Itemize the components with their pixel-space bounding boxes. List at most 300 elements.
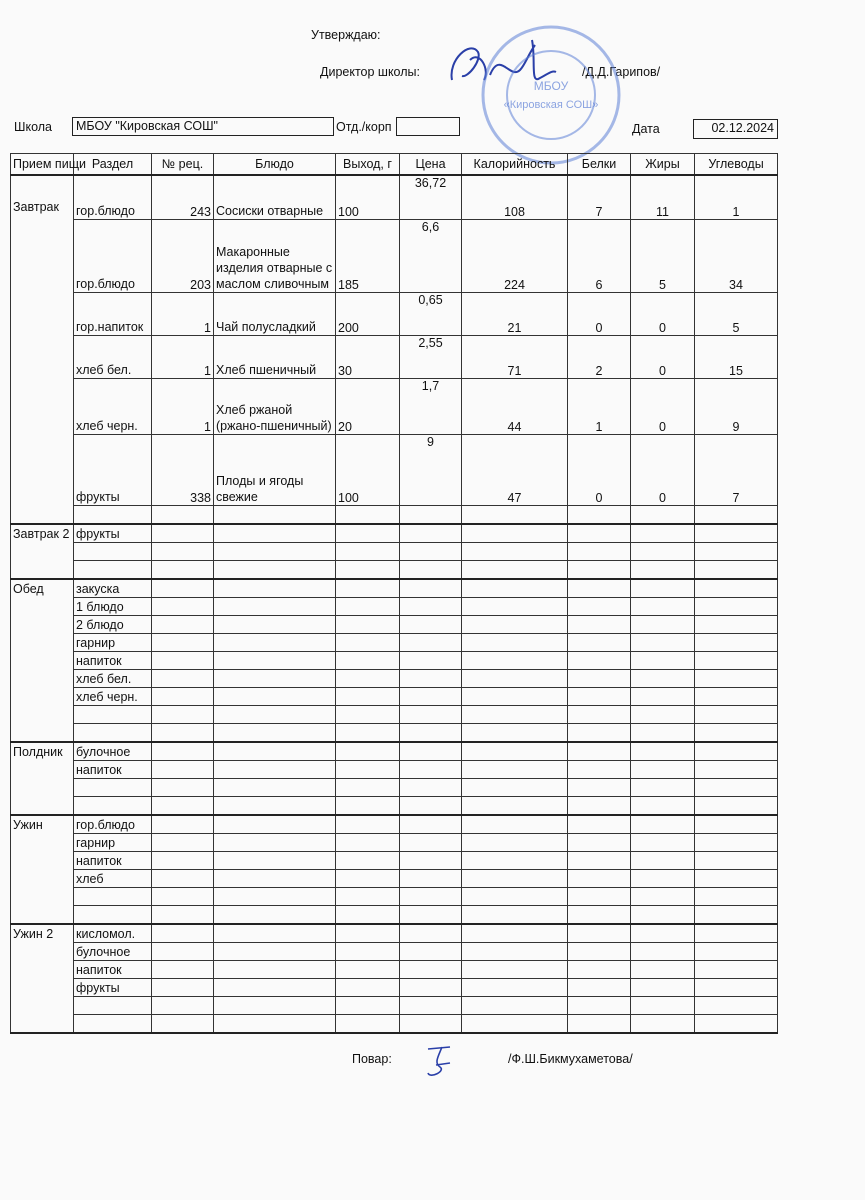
cell-section: 1 блюдо bbox=[74, 597, 152, 615]
cell-empty bbox=[152, 887, 214, 905]
cell-yield: 100 bbox=[336, 175, 400, 219]
cell-recipe: 243 bbox=[152, 175, 214, 219]
cell-empty bbox=[695, 524, 778, 543]
cell-empty bbox=[152, 851, 214, 869]
cell-empty bbox=[695, 651, 778, 669]
dept-field bbox=[396, 117, 460, 136]
cell-empty bbox=[631, 524, 695, 543]
cell-section bbox=[74, 996, 152, 1014]
cell-empty bbox=[695, 924, 778, 943]
cell-empty bbox=[695, 869, 778, 887]
cell-empty bbox=[74, 505, 152, 524]
cell-empty bbox=[152, 905, 214, 924]
table-header bbox=[11, 154, 778, 176]
cell-fat: 0 bbox=[631, 335, 695, 378]
cell-empty bbox=[214, 960, 336, 978]
cell-empty bbox=[695, 796, 778, 815]
col-price: Цена bbox=[400, 154, 462, 176]
cell-empty bbox=[152, 778, 214, 796]
cell-empty bbox=[336, 924, 400, 943]
cell-empty bbox=[336, 905, 400, 924]
cell-empty bbox=[152, 1014, 214, 1033]
cell-empty bbox=[695, 579, 778, 598]
cell-empty bbox=[336, 651, 400, 669]
cell-section: закуска bbox=[74, 579, 152, 598]
cell-empty bbox=[695, 615, 778, 633]
cell-empty bbox=[462, 669, 568, 687]
cell-empty bbox=[695, 705, 778, 723]
table-row bbox=[11, 905, 778, 924]
cell-carbs: 1 bbox=[695, 175, 778, 219]
cell-empty bbox=[400, 833, 462, 851]
cell-empty bbox=[568, 687, 631, 705]
cell-empty bbox=[568, 505, 631, 524]
cell-empty bbox=[214, 524, 336, 543]
cell-empty bbox=[400, 869, 462, 887]
table-row bbox=[11, 560, 778, 579]
cell-empty bbox=[214, 597, 336, 615]
cell-section: фрукты bbox=[74, 434, 152, 505]
cell-kcal: 47 bbox=[462, 434, 568, 505]
cell-section: напиток bbox=[74, 760, 152, 778]
cell-empty bbox=[214, 851, 336, 869]
cell-empty bbox=[695, 960, 778, 978]
cell-section: гор.блюдо bbox=[74, 219, 152, 292]
table-row bbox=[11, 723, 778, 742]
cell-empty bbox=[631, 615, 695, 633]
cell-empty bbox=[695, 942, 778, 960]
cell-empty bbox=[214, 869, 336, 887]
cell-empty bbox=[152, 542, 214, 560]
cell-empty bbox=[400, 505, 462, 524]
cook-name: /Ф.Ш.Бикмухаметова/ bbox=[508, 1052, 633, 1066]
date-label: Дата bbox=[632, 122, 660, 136]
cell-empty bbox=[214, 942, 336, 960]
table-row bbox=[11, 669, 778, 687]
cell-dish: Чай полусладкий bbox=[214, 292, 336, 335]
cell-empty bbox=[568, 615, 631, 633]
cell-empty bbox=[462, 597, 568, 615]
table-row bbox=[11, 815, 778, 834]
cell-empty bbox=[214, 905, 336, 924]
cell-empty bbox=[400, 633, 462, 651]
cell-empty bbox=[400, 742, 462, 761]
cell-empty bbox=[400, 723, 462, 742]
cell-empty bbox=[462, 760, 568, 778]
cell-empty bbox=[336, 760, 400, 778]
cell-empty bbox=[462, 633, 568, 651]
table-row bbox=[11, 175, 778, 219]
cell-empty bbox=[568, 742, 631, 761]
cell-empty bbox=[568, 905, 631, 924]
table-row bbox=[11, 292, 778, 335]
cell-empty bbox=[400, 705, 462, 723]
table-row bbox=[11, 924, 778, 943]
cell-yield: 200 bbox=[336, 292, 400, 335]
cell-empty bbox=[695, 815, 778, 834]
cell-empty bbox=[336, 960, 400, 978]
cell-section: булочное bbox=[74, 742, 152, 761]
cell-empty bbox=[400, 778, 462, 796]
cell-section: напиток bbox=[74, 651, 152, 669]
cell-empty bbox=[400, 960, 462, 978]
cell-empty bbox=[336, 796, 400, 815]
cell-empty bbox=[400, 651, 462, 669]
table-row bbox=[11, 742, 778, 761]
cell-empty bbox=[400, 560, 462, 579]
cell-empty bbox=[152, 505, 214, 524]
cell-carbs: 5 bbox=[695, 292, 778, 335]
cell-empty bbox=[462, 778, 568, 796]
cell-empty bbox=[568, 597, 631, 615]
cell-empty bbox=[152, 869, 214, 887]
cell-empty bbox=[336, 833, 400, 851]
cell-empty bbox=[631, 742, 695, 761]
cell-section: напиток bbox=[74, 851, 152, 869]
cell-empty bbox=[214, 887, 336, 905]
table-row bbox=[11, 524, 778, 543]
cell-empty bbox=[568, 924, 631, 943]
director-label: Директор школы: bbox=[320, 65, 420, 79]
cell-empty bbox=[631, 887, 695, 905]
cell-empty bbox=[400, 1014, 462, 1033]
cell-empty bbox=[336, 542, 400, 560]
cell-fat: 0 bbox=[631, 378, 695, 434]
cell-fat: 5 bbox=[631, 219, 695, 292]
table-row bbox=[11, 1014, 778, 1033]
cell-dish: Хлеб пшеничный bbox=[214, 335, 336, 378]
cell-empty bbox=[400, 687, 462, 705]
cell-empty bbox=[152, 524, 214, 543]
cell-empty bbox=[214, 1014, 336, 1033]
meal-group: Ужин bbox=[11, 815, 74, 924]
cell-price: 2,55 bbox=[400, 335, 462, 378]
date-field: 02.12.2024 bbox=[693, 119, 778, 139]
cell-empty bbox=[631, 687, 695, 705]
cell-protein: 2 bbox=[568, 335, 631, 378]
cell-section: гор.блюдо bbox=[74, 175, 152, 219]
cell-empty bbox=[568, 796, 631, 815]
cell-empty bbox=[568, 942, 631, 960]
cell-empty bbox=[400, 815, 462, 834]
cell-empty bbox=[400, 942, 462, 960]
cell-empty bbox=[695, 905, 778, 924]
cell-empty bbox=[214, 742, 336, 761]
cell-empty bbox=[462, 942, 568, 960]
meal-group: Завтрак 2 bbox=[11, 524, 74, 579]
cell-price: 0,65 bbox=[400, 292, 462, 335]
cell-empty bbox=[336, 615, 400, 633]
table-row bbox=[11, 378, 778, 434]
cell-empty bbox=[631, 815, 695, 834]
cell-empty bbox=[631, 560, 695, 579]
cell-empty bbox=[568, 1014, 631, 1033]
cell-empty bbox=[695, 851, 778, 869]
table-row bbox=[11, 996, 778, 1014]
cell-empty bbox=[631, 778, 695, 796]
cell-empty bbox=[695, 887, 778, 905]
cell-empty bbox=[631, 996, 695, 1014]
cell-empty bbox=[462, 851, 568, 869]
cell-empty bbox=[568, 723, 631, 742]
cell-section bbox=[74, 542, 152, 560]
cell-section: хлеб черн. bbox=[74, 378, 152, 434]
cell-empty bbox=[568, 833, 631, 851]
cell-price: 36,72 bbox=[400, 175, 462, 219]
cell-protein: 0 bbox=[568, 292, 631, 335]
cell-empty bbox=[214, 833, 336, 851]
cell-empty bbox=[631, 978, 695, 996]
cell-empty bbox=[214, 796, 336, 815]
cell-yield: 20 bbox=[336, 378, 400, 434]
stamp-line2: «Кировская СОШ» bbox=[503, 99, 599, 111]
cell-empty bbox=[462, 723, 568, 742]
table-row bbox=[11, 960, 778, 978]
cell-empty bbox=[400, 905, 462, 924]
cell-section: гор.блюдо bbox=[74, 815, 152, 834]
cell-section: гарнир bbox=[74, 633, 152, 651]
cell-empty bbox=[695, 633, 778, 651]
dept-label: Отд./корп bbox=[336, 120, 392, 134]
cell-empty bbox=[214, 669, 336, 687]
cell-section bbox=[74, 905, 152, 924]
cell-empty bbox=[462, 960, 568, 978]
cell-empty bbox=[336, 851, 400, 869]
cell-carbs: 34 bbox=[695, 219, 778, 292]
cell-empty bbox=[462, 796, 568, 815]
table-row bbox=[11, 615, 778, 633]
cell-empty bbox=[400, 524, 462, 543]
cell-empty bbox=[214, 760, 336, 778]
cell-price: 9 bbox=[400, 434, 462, 505]
cell-empty bbox=[462, 996, 568, 1014]
cell-carbs: 9 bbox=[695, 378, 778, 434]
col-kcal: Калорийность bbox=[462, 154, 568, 176]
cell-kcal: 108 bbox=[462, 175, 568, 219]
cell-kcal: 224 bbox=[462, 219, 568, 292]
cell-empty bbox=[631, 905, 695, 924]
cell-empty bbox=[631, 723, 695, 742]
cell-kcal: 21 bbox=[462, 292, 568, 335]
col-dish: Блюдо bbox=[214, 154, 336, 176]
school-stamp bbox=[476, 20, 626, 170]
cell-empty bbox=[336, 633, 400, 651]
cell-empty bbox=[214, 723, 336, 742]
cell-empty bbox=[462, 924, 568, 943]
cell-dish: Хлеб ржаной (ржано-пшеничный) bbox=[214, 378, 336, 434]
table-row bbox=[11, 219, 778, 292]
cell-empty bbox=[336, 815, 400, 834]
cell-empty bbox=[152, 796, 214, 815]
cell-empty bbox=[152, 615, 214, 633]
col-yield: Выход, г bbox=[336, 154, 400, 176]
cell-empty bbox=[462, 579, 568, 598]
cell-section: гор.напиток bbox=[74, 292, 152, 335]
cell-section: хлеб bbox=[74, 869, 152, 887]
cell-empty bbox=[400, 978, 462, 996]
cell-empty bbox=[631, 579, 695, 598]
col-section: Раздел bbox=[74, 154, 152, 176]
cell-empty bbox=[400, 796, 462, 815]
stamp-line1: МБОУ bbox=[533, 79, 569, 93]
cell-fat: 11 bbox=[631, 175, 695, 219]
cell-empty bbox=[152, 669, 214, 687]
table-row bbox=[11, 434, 778, 505]
table-row bbox=[11, 579, 778, 598]
cell-empty bbox=[400, 542, 462, 560]
cell-empty bbox=[631, 1014, 695, 1033]
cell-empty bbox=[695, 597, 778, 615]
cell-protein: 1 bbox=[568, 378, 631, 434]
cell-protein: 0 bbox=[568, 434, 631, 505]
cell-empty bbox=[462, 705, 568, 723]
cell-recipe: 1 bbox=[152, 335, 214, 378]
cell-recipe: 203 bbox=[152, 219, 214, 292]
cell-protein: 6 bbox=[568, 219, 631, 292]
table-row bbox=[11, 335, 778, 378]
cell-empty bbox=[631, 924, 695, 943]
cell-empty bbox=[695, 760, 778, 778]
cell-empty bbox=[695, 996, 778, 1014]
cell-section bbox=[74, 560, 152, 579]
cell-empty bbox=[336, 723, 400, 742]
cell-empty bbox=[152, 633, 214, 651]
cell-empty bbox=[631, 942, 695, 960]
table-row bbox=[11, 651, 778, 669]
cell-empty bbox=[695, 833, 778, 851]
cell-empty bbox=[336, 524, 400, 543]
cell-empty bbox=[214, 579, 336, 598]
table-row bbox=[11, 760, 778, 778]
cell-empty bbox=[462, 869, 568, 887]
cell-kcal: 44 bbox=[462, 378, 568, 434]
cell-empty bbox=[336, 1014, 400, 1033]
cell-empty bbox=[568, 560, 631, 579]
cell-empty bbox=[152, 815, 214, 834]
cell-empty bbox=[568, 669, 631, 687]
cell-empty bbox=[214, 615, 336, 633]
cell-empty bbox=[336, 579, 400, 598]
cell-empty bbox=[214, 815, 336, 834]
col-fat: Жиры bbox=[631, 154, 695, 176]
cell-empty bbox=[568, 760, 631, 778]
cell-section bbox=[74, 705, 152, 723]
table-row bbox=[11, 796, 778, 815]
cell-empty bbox=[462, 542, 568, 560]
cell-empty bbox=[400, 760, 462, 778]
cell-yield: 30 bbox=[336, 335, 400, 378]
cell-empty bbox=[214, 705, 336, 723]
cell-empty bbox=[336, 869, 400, 887]
cell-dish: Плоды и ягоды свежие bbox=[214, 434, 336, 505]
table-row bbox=[11, 705, 778, 723]
cell-empty bbox=[462, 978, 568, 996]
cell-empty bbox=[631, 869, 695, 887]
cell-empty bbox=[152, 833, 214, 851]
cell-empty bbox=[631, 597, 695, 615]
cell-empty bbox=[400, 669, 462, 687]
cell-empty bbox=[152, 687, 214, 705]
cell-empty bbox=[631, 796, 695, 815]
director-name: /Д.Д.Гарипов/ bbox=[582, 65, 661, 79]
cell-empty bbox=[631, 705, 695, 723]
cell-empty bbox=[631, 851, 695, 869]
cell-section: 2 блюдо bbox=[74, 615, 152, 633]
cell-recipe: 1 bbox=[152, 292, 214, 335]
cell-empty bbox=[336, 778, 400, 796]
cell-empty bbox=[695, 687, 778, 705]
cell-empty bbox=[631, 633, 695, 651]
cell-empty bbox=[336, 505, 400, 524]
cell-empty bbox=[695, 778, 778, 796]
cell-empty bbox=[336, 705, 400, 723]
table-row bbox=[11, 851, 778, 869]
table-row bbox=[11, 869, 778, 887]
cell-empty bbox=[568, 815, 631, 834]
table-row bbox=[11, 978, 778, 996]
cell-empty bbox=[152, 651, 214, 669]
cell-empty bbox=[631, 760, 695, 778]
cell-empty bbox=[631, 651, 695, 669]
cell-empty bbox=[462, 742, 568, 761]
cell-empty bbox=[214, 560, 336, 579]
cell-dish: Сосиски отварные bbox=[214, 175, 336, 219]
cell-empty bbox=[462, 615, 568, 633]
cell-empty bbox=[462, 505, 568, 524]
cell-empty bbox=[152, 705, 214, 723]
cell-empty bbox=[214, 633, 336, 651]
cell-empty bbox=[336, 597, 400, 615]
cell-section: булочное bbox=[74, 942, 152, 960]
cell-section bbox=[74, 778, 152, 796]
cell-empty bbox=[631, 669, 695, 687]
cell-empty bbox=[152, 996, 214, 1014]
cell-empty bbox=[152, 579, 214, 598]
cell-empty bbox=[336, 687, 400, 705]
cell-empty bbox=[695, 669, 778, 687]
cell-empty bbox=[568, 633, 631, 651]
cell-empty bbox=[631, 505, 695, 524]
cell-yield: 185 bbox=[336, 219, 400, 292]
table-row bbox=[11, 542, 778, 560]
table-row bbox=[11, 778, 778, 796]
cell-empty bbox=[462, 687, 568, 705]
cell-empty bbox=[568, 651, 631, 669]
cell-empty bbox=[631, 960, 695, 978]
cell-empty bbox=[152, 723, 214, 742]
cell-carbs: 15 bbox=[695, 335, 778, 378]
cell-empty bbox=[214, 978, 336, 996]
cell-empty bbox=[336, 669, 400, 687]
cell-empty bbox=[695, 723, 778, 742]
cell-empty bbox=[152, 760, 214, 778]
cell-empty bbox=[152, 742, 214, 761]
table-row bbox=[11, 942, 778, 960]
cell-recipe: 1 bbox=[152, 378, 214, 434]
cell-empty bbox=[631, 542, 695, 560]
cell-empty bbox=[568, 542, 631, 560]
cell-section: напиток bbox=[74, 960, 152, 978]
cell-empty bbox=[568, 960, 631, 978]
cell-empty bbox=[336, 942, 400, 960]
table-row bbox=[11, 687, 778, 705]
cell-empty bbox=[400, 851, 462, 869]
cell-fat: 0 bbox=[631, 434, 695, 505]
cell-empty bbox=[568, 869, 631, 887]
cell-empty bbox=[152, 597, 214, 615]
cell-empty bbox=[462, 651, 568, 669]
cell-empty bbox=[152, 960, 214, 978]
